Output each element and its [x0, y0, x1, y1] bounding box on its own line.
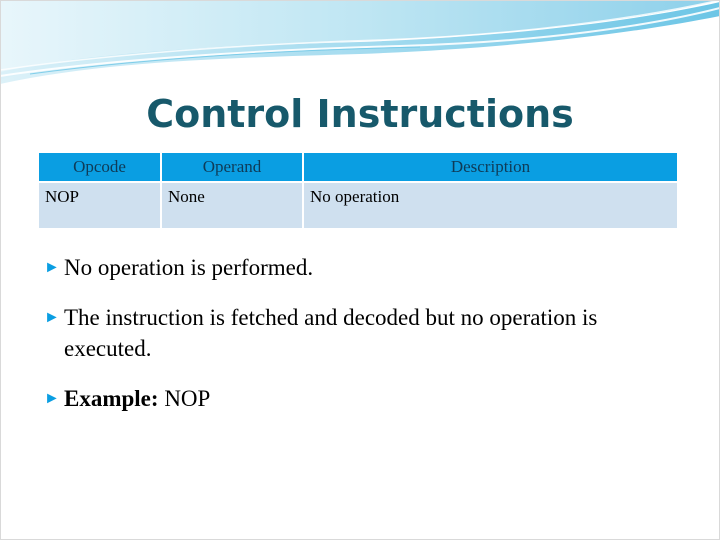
instruction-table	[37, 151, 679, 230]
triangle-bullet-icon: ►	[44, 390, 60, 407]
table-row	[39, 183, 677, 228]
bullet-item	[44, 383, 684, 414]
bullet-list	[44, 252, 684, 433]
wave-swoosh-icon	[0, 0, 720, 90]
triangle-bullet-icon: ►	[44, 309, 60, 326]
example-label: Example:	[64, 386, 159, 411]
table-header-row	[39, 153, 677, 181]
cell-description: No operation	[304, 183, 677, 228]
bullet-text: No operation is performed.	[64, 255, 314, 280]
column-header-description: Description	[304, 153, 677, 181]
column-header-operand: Operand	[162, 153, 302, 181]
example-value: NOP	[158, 386, 211, 411]
column-header-opcode: Opcode	[39, 153, 160, 181]
triangle-bullet-icon: ►	[44, 259, 60, 276]
bullet-text: The instruction is fetched and decoded but no operation is executed.	[64, 305, 598, 361]
bullet-item	[44, 252, 684, 283]
bullet-item	[44, 302, 684, 364]
cell-opcode: NOP	[39, 183, 160, 228]
page-title: Control Instructions	[146, 92, 574, 136]
cell-operand: None	[162, 183, 302, 228]
